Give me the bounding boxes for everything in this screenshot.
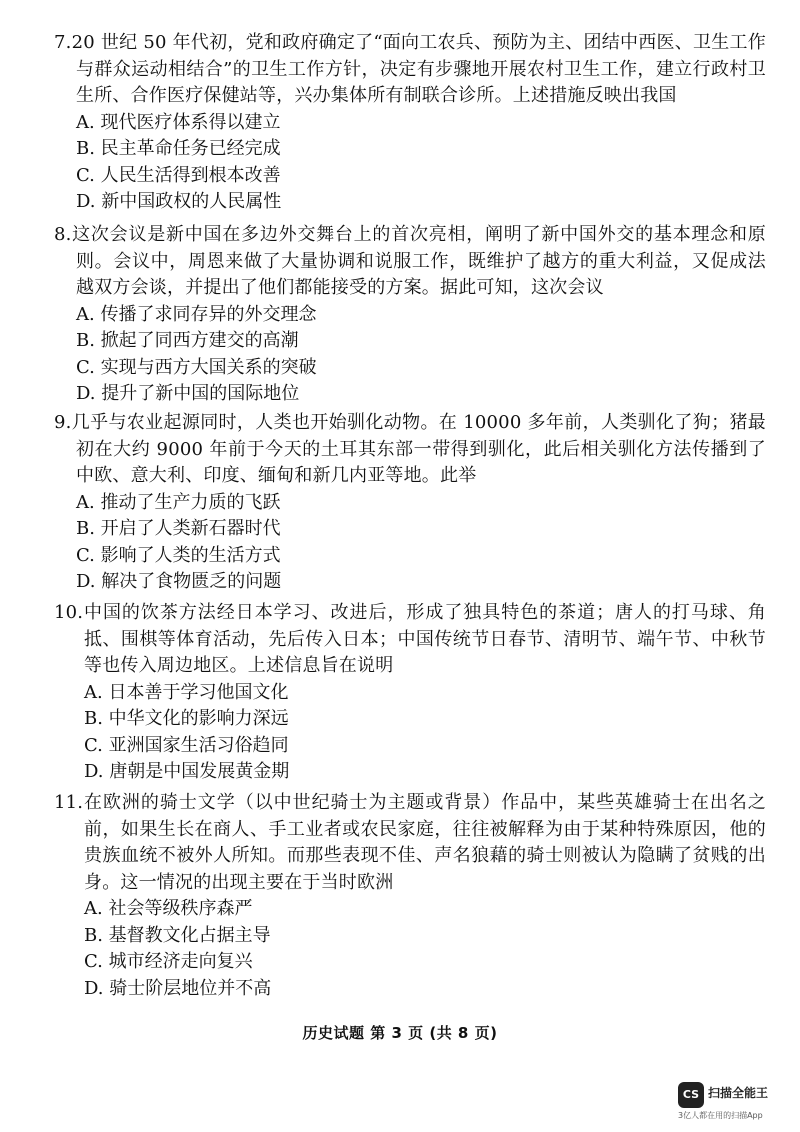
option-d: D. 唐朝是中国发展黄金期: [84, 761, 290, 782]
option-c: C. 人民生活得到根本改善: [76, 164, 281, 186]
stem-text: 20 世纪 50 年代初，党和政府确定了“面向工农兵、预防为主、团结中西医、卫生工作与群众运动相结合”的卫生工作方针，决定有步骤地开展农村卫生工作，建立行政村卫生所、合作医疗保健站等，兴办集体所有制联合诊所。上述措施反映出我国: [71, 32, 766, 106]
option-a: A. 现代医疗体系得以建立: [76, 111, 281, 133]
camscanner-logo-icon: CS: [678, 1082, 704, 1108]
option-d: D. 骑士阶层地位并不高: [84, 977, 272, 999]
question-number: 9.: [54, 412, 72, 433]
option-a: A. 传播了求同存异的外交理念: [76, 303, 317, 325]
option-b: B. 基督教文化占据主导: [84, 924, 271, 946]
stem-text: 几乎与农业起源同时，人类也开始驯化动物。在 10000 多年前，人类驯化了狗；猪最初在大约 9000 年前于今天的土耳其东部一带得到驯化，此后相关驯化方法传播到了中欧、意大利、印度、缅甸和新几内亚等地。此举: [71, 412, 766, 486]
question-number: 10.: [54, 602, 84, 623]
option-list: [54, 896, 766, 1002]
question-stem: [54, 222, 766, 302]
question-stem: [54, 600, 766, 680]
question-number: 7.: [54, 32, 72, 53]
scanner-watermark: [678, 1080, 788, 1124]
option-d: D. 解决了食物匮乏的问题: [76, 571, 282, 592]
option-list: [54, 680, 766, 786]
option-a: A. 社会等级秩序森严: [84, 898, 253, 919]
option-c: C. 城市经济走向复兴: [84, 951, 253, 972]
option-c: C. 实现与西方大国关系的突破: [76, 356, 317, 378]
question-11: [54, 790, 766, 1002]
option-c: C. 亚洲国家生活习俗趋同: [84, 734, 289, 756]
stem-text: 在欧洲的骑士文学（以中世纪骑士为主题或背景）作品中，某些英雄骑士在出名之前，如果生长在商人、手工业者或农民家庭，往往被解释为由于某种特殊原因，他的贵族血统不被外人所知。而那些表现不佳、声名狼藉的骑士则被认为隐瞒了贫贱的出身。这一情况的出现主要在于当时欧洲: [83, 792, 766, 893]
option-list: [54, 490, 766, 596]
question-number: 8.: [54, 224, 72, 245]
stem-text: 中国的饮茶方法经日本学习、改进后，形成了独具特色的茶道；唐人的打马球、角抵、围棋等体育活动，先后传入日本；中国传统节日春节、清明节、端午节、中秋节等也传入周边地区。上述信息旨在说明: [83, 602, 766, 676]
option-a: A. 推动了生产力质的飞跃: [76, 491, 281, 513]
watermark-tagline: 3亿人都在用的扫描App: [678, 1111, 763, 1120]
option-b: B. 民主革命任务已经完成: [76, 138, 281, 159]
question-7: [54, 30, 766, 216]
page-footer: 历史试题 第 3 页 (共 8 页): [302, 1024, 498, 1042]
watermark-app-name: 扫描全能王: [708, 1086, 769, 1100]
question-8: [54, 222, 766, 408]
option-list: [54, 110, 766, 216]
option-b: B. 掀起了同西方建交的高潮: [76, 330, 299, 351]
option-b: B. 开启了人类新石器时代: [76, 518, 281, 539]
question-9: [54, 410, 766, 596]
option-d: D. 提升了新中国的国际地位: [76, 383, 300, 404]
question-number: 11.: [54, 792, 84, 813]
option-list: [54, 302, 766, 408]
option-b: B. 中华文化的影响力深远: [84, 708, 289, 729]
question-10: [54, 600, 766, 786]
stem-text: 这次会议是新中国在多边外交舞台上的首次亮相，阐明了新中国外交的基本理念和原则。会议中，周恩来做了大量协调和说服工作，既维护了越方的重大利益，又促成法越双方会谈，并提出了他们都能接受的方案。据此可知，这次会议: [71, 224, 766, 298]
question-stem: [54, 410, 766, 490]
option-a: A. 日本善于学习他国文化: [84, 681, 289, 703]
question-stem: [54, 30, 766, 110]
question-stem: [54, 790, 766, 896]
option-d: D. 新中国政权的人民属性: [76, 191, 282, 212]
option-c: C. 影响了人类的生活方式: [76, 544, 281, 566]
